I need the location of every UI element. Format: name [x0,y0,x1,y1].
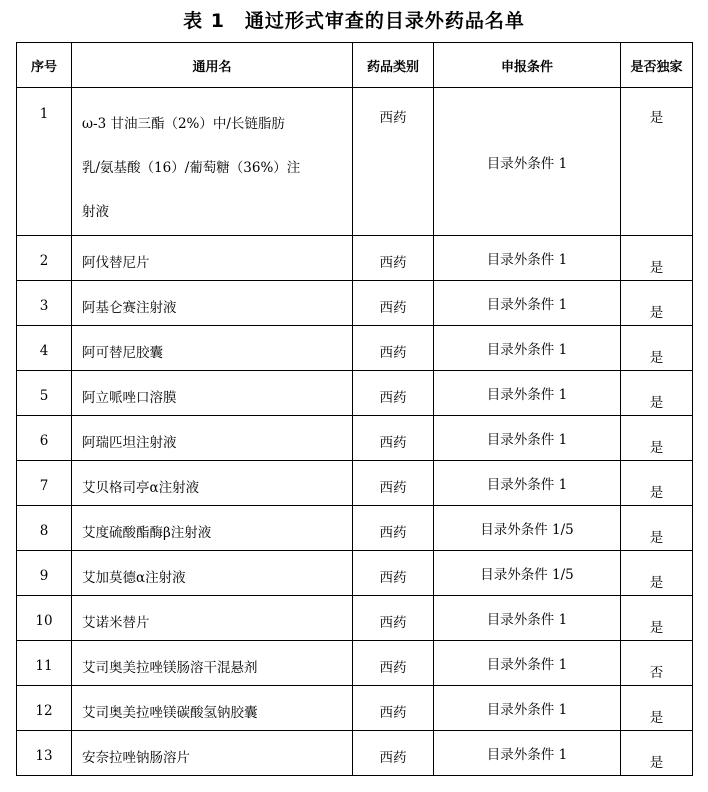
cell-condition: 目录外条件 1 [434,281,621,326]
cell-type: 西药 [353,731,434,776]
drug-list-table [16,42,693,776]
table-row [17,551,693,596]
cell-condition: 目录外条件 1 [434,371,621,416]
cell-index: 1 [17,88,72,236]
cell-name: 阿伐替尼片 [72,236,353,281]
cell-name [72,88,353,236]
col-header-condition: 申报条件 [434,43,621,88]
cell-name: 艾贝格司亭α注射液 [72,461,353,506]
cell-exclusive: 是 [621,731,693,776]
cell-index: 2 [17,236,72,281]
cell-type: 西药 [353,506,434,551]
cell-condition: 目录外条件 1 [434,326,621,371]
table-row [17,236,693,281]
col-header-exclusive: 是否独家 [621,43,693,88]
cell-exclusive: 是 [621,236,693,281]
col-header-type: 药品类别 [353,43,434,88]
cell-exclusive: 是 [621,371,693,416]
cell-condition: 目录外条件 1 [434,88,621,236]
table-row [17,371,693,416]
cell-index: 10 [17,596,72,641]
header-row [17,43,693,88]
cell-type: 西药 [353,641,434,686]
cell-condition: 目录外条件 1 [434,461,621,506]
cell-name: 艾加莫德α注射液 [72,551,353,596]
cell-condition: 目录外条件 1 [434,416,621,461]
cell-condition: 目录外条件 1/5 [434,506,621,551]
cell-index: 3 [17,281,72,326]
cell-exclusive: 是 [621,686,693,731]
cell-exclusive: 是 [621,461,693,506]
cell-exclusive: 是 [621,551,693,596]
cell-type: 西药 [353,461,434,506]
cell-exclusive: 是 [621,281,693,326]
cell-exclusive: 是 [621,88,693,236]
table-row [17,88,693,236]
cell-condition: 目录外条件 1 [434,731,621,776]
table-row [17,281,693,326]
table-row [17,506,693,551]
cell-name: 艾诺米替片 [72,596,353,641]
cell-name: 艾度硫酸酯酶β注射液 [72,506,353,551]
table-row [17,641,693,686]
table-row [17,686,693,731]
cell-exclusive: 是 [621,326,693,371]
cell-index: 6 [17,416,72,461]
cell-name: 阿瑞匹坦注射液 [72,416,353,461]
cell-index: 5 [17,371,72,416]
cell-exclusive: 否 [621,641,693,686]
cell-name: 阿可替尼胶囊 [72,326,353,371]
cell-name: 安奈拉唑钠肠溶片 [72,731,353,776]
cell-type: 西药 [353,686,434,731]
cell-condition: 目录外条件 1 [434,596,621,641]
name-line: 射液 [82,204,109,220]
cell-type: 西药 [353,551,434,596]
cell-name: 艾司奥美拉唑镁肠溶干混悬剂 [72,641,353,686]
cell-condition: 目录外条件 1 [434,641,621,686]
name-line: 乳/氨基酸（16）/葡萄糖（36%）注 [82,160,301,176]
cell-name: 阿立哌唑口溶膜 [72,371,353,416]
cell-index: 8 [17,506,72,551]
table-row [17,326,693,371]
cell-index: 7 [17,461,72,506]
cell-exclusive: 是 [621,416,693,461]
cell-name: 阿基仑赛注射液 [72,281,353,326]
name-line: ω-3 甘油三酯（2%）中/长链脂肪 [82,116,285,132]
cell-type: 西药 [353,236,434,281]
cell-name: 艾司奥美拉唑镁碳酸氢钠胶囊 [72,686,353,731]
cell-index: 12 [17,686,72,731]
cell-type: 西药 [353,88,434,236]
cell-index: 13 [17,731,72,776]
page-title: 表 1 通过形式审查的目录外药品名单 [183,10,525,32]
cell-type: 西药 [353,596,434,641]
col-header-name: 通用名 [72,43,353,88]
cell-condition: 目录外条件 1/5 [434,551,621,596]
cell-index: 4 [17,326,72,371]
cell-condition: 目录外条件 1 [434,686,621,731]
cell-type: 西药 [353,416,434,461]
cell-type: 西药 [353,326,434,371]
cell-index: 9 [17,551,72,596]
table-row [17,596,693,641]
cell-type: 西药 [353,281,434,326]
cell-index: 11 [17,641,72,686]
table-row [17,416,693,461]
table-row [17,461,693,506]
table-row [17,731,693,776]
cell-condition: 目录外条件 1 [434,236,621,281]
cell-exclusive: 是 [621,506,693,551]
col-header-index: 序号 [17,43,72,88]
cell-exclusive: 是 [621,596,693,641]
cell-type: 西药 [353,371,434,416]
